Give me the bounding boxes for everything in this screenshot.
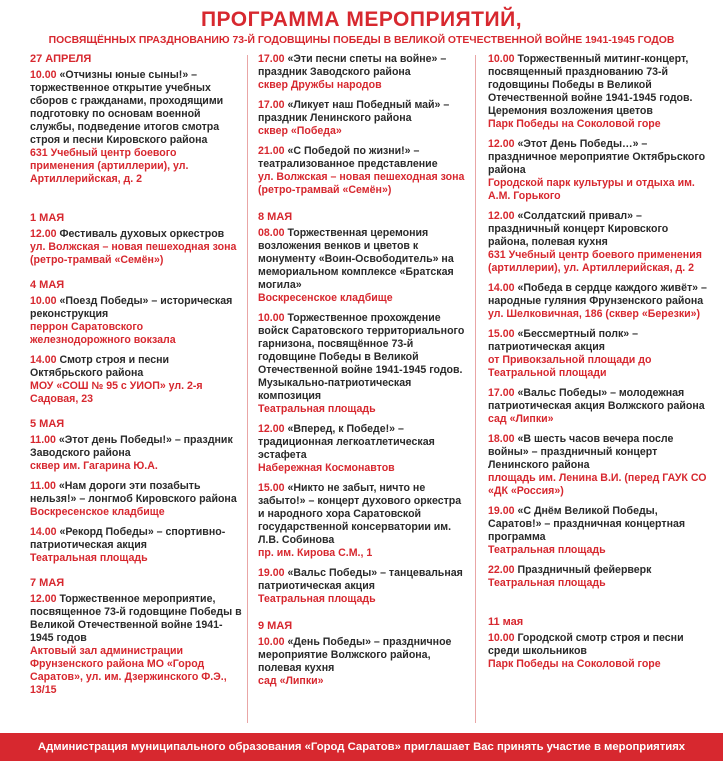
event-time: 15.00 [258,482,285,494]
event-item [30,228,242,267]
event-item [258,423,468,475]
event-time: 17.00 [258,99,285,111]
day-block [488,616,710,671]
event-time: 11.00 [30,434,56,446]
day-date: 8 МАЯ [258,211,293,223]
event-item [488,53,710,131]
event-description: Фестиваль духовых оркестров [56,228,225,240]
event-item [488,433,710,498]
event-text [258,312,468,403]
day-date: 4 МАЯ [30,279,65,291]
event-place: Театральная площадь [30,552,148,564]
event-description: Смотр строя и песни Октябрьского района [30,354,170,379]
event-item [258,145,468,197]
event-place: сквер «Победа» [258,125,342,137]
event-text [30,526,242,552]
event-item [488,505,710,557]
event-time: 12.00 [258,423,285,435]
event-description: Городской смотр строя и песни среди школьников [488,632,684,657]
event-text [258,636,468,675]
event-text [488,138,710,177]
event-place: Воскресенское кладбище [258,292,393,304]
event-time: 19.00 [258,567,285,579]
event-place: Театральная площадь [258,403,376,415]
event-place: Театральная площадь [488,544,606,556]
column-divider [475,55,476,723]
event-time: 10.00 [488,632,515,644]
event-time: 14.00 [30,526,57,538]
event-time: 17.00 [258,53,285,65]
event-time: 12.00 [488,210,515,222]
event-item [488,387,710,426]
event-place: ул. Волжская – новая пешеходная зона (ретро-трамвай «Семён») [258,171,465,196]
event-item [30,295,242,347]
schedule-column-3 [488,53,710,678]
day-block [258,53,468,197]
event-text [30,480,242,506]
event-text [488,433,710,472]
event-time: 22.00 [488,564,515,576]
event-time: 15.00 [488,328,515,340]
event-time: 12.00 [30,228,57,240]
event-text [258,227,468,292]
event-text [258,99,468,125]
event-description: Праздничный фейерверк [514,564,652,576]
event-item [258,227,468,305]
event-place: Театральная площадь [258,593,376,605]
footer-banner: Администрация муниципального образования «Город Саратов» приглашает Вас принять участие в мероприятиях [0,733,723,761]
event-place: Театральная площадь [488,577,606,589]
day-block [258,620,468,688]
day-block [30,53,242,186]
event-text [30,228,242,241]
event-description: «В шесть часов вечера после войны» – праздничный концерт Ленинского района [488,433,674,471]
event-description: «Эти песни спеты на войне» – праздник Заводского района [258,53,447,78]
event-time: 10.00 [30,295,57,307]
event-place: Воскресенское кладбище [30,506,165,518]
event-item [30,480,242,519]
event-description: «Вперед, к Победе!» – традиционная легкоатлетическая эстафета [258,423,435,461]
event-description: «День Победы» – праздничное мероприятие Волжского района, полевая кухня [258,636,452,674]
event-place: Набережная Космонавтов [258,462,395,474]
event-place: МОУ «СОШ № 95 с УИОП» ул. 2-я Садовая, 23 [30,380,203,405]
event-place: 631 Учебный центр боевого применения (артиллерии), ул. Артиллерийская, д. 2 [488,249,702,274]
day-date: 11 мая [488,616,524,628]
schedule-column-1 [30,53,242,704]
event-item [30,434,242,473]
event-time: 12.00 [488,138,515,150]
event-description: Торжественное мероприятие, посвященное 73-й годовщине Победы в Великой Отечественной войне 1941- 1945 годов [30,593,242,644]
event-time: 10.00 [30,69,57,81]
event-item [258,636,468,688]
event-text [30,434,242,460]
event-item [30,593,242,697]
event-item [30,526,242,565]
event-description: Торжественное прохождение войск Саратовского территориального гарнизона, посвящённое 73-й годовщине Победы в Великой Отечественной войне 1941-1945 годов. Музыкально-патриотическая композиция [258,312,465,402]
event-item [30,69,242,186]
event-time: 11.00 [30,480,56,492]
event-time: 10.00 [488,53,515,65]
event-place: сквер им. Гагарина Ю.А. [30,460,158,472]
event-text [258,423,468,462]
event-description: «Нам дороги эти позабыть нельзя!» – лонгмоб Кировского района [30,480,237,505]
event-description: Торжественная церемония возложения венков и цветов к монументу «Воин-Освободитель» на мемориальном комплексе «Братская могила» [258,227,454,291]
event-place: от Привокзальной площади до Театральной площади [488,354,652,379]
event-description: «Победа в сердце каждого живёт» – народные гуляния Фрунзенского района [488,282,707,307]
event-place: Парк Победы на Соколовой горе [488,658,661,670]
event-item [258,482,468,560]
event-place: 631 Учебный центр боевого применения (артиллерии), ул. Артиллерийская, д. 2 [30,147,189,185]
event-time: 14.00 [30,354,57,366]
event-text [488,210,710,249]
day-date: 1 МАЯ [30,212,65,224]
event-text [258,482,468,547]
day-date: 5 МАЯ [30,418,65,430]
day-date: 7 МАЯ [30,577,65,589]
event-time: 18.00 [488,433,515,445]
event-item [488,632,710,671]
event-item [30,354,242,406]
event-text [488,328,710,354]
day-date: 9 МАЯ [258,620,293,632]
event-time: 08.00 [258,227,285,239]
event-time: 21.00 [258,145,285,157]
day-block [30,418,242,565]
event-place: сад «Липки» [258,675,324,687]
event-item [258,53,468,92]
event-text [30,69,242,147]
event-description: «Вальс Победы» – молодежная патриотическая акция Волжского района [488,387,705,412]
event-description: «Рекорд Победы» – спортивно-патриотическая акция [30,526,226,551]
event-place: Городской парк культуры и отдыха им. А.М. Горького [488,177,695,202]
event-description: «Никто не забыт, ничто не забыто!» – концерт духового оркестра и народного хора Саратовской государственной консерватории им. Л.В. Собинова [258,482,462,546]
event-time: 10.00 [258,312,285,324]
event-text [258,53,468,79]
event-place: Парк Победы на Соколовой горе [488,118,661,130]
event-description: «Ликует наш Победный май» – праздник Ленинского района [258,99,450,124]
event-item [488,564,710,590]
event-description: «Этот День Победы…» – праздничное мероприятие Октябрьского района [488,138,706,176]
event-description: «Этот день Победы!» – праздник Заводского района [30,434,233,459]
event-text [488,505,710,544]
event-description: «С Днём Великой Победы, Саратов!» – праздничная концертная программа [488,505,686,543]
event-place: Актовый зал администрации Фрунзенского района МО «Город Саратов», ул. им. Дзержинского Ф.Э., 13/15 [30,645,227,696]
event-item [488,210,710,275]
event-description: «Солдатский привал» – праздничный концерт Кировского района, полевая кухня [488,210,669,248]
event-text [30,354,242,380]
event-text [30,295,242,321]
event-time: 19.00 [488,505,515,517]
event-text [30,593,242,645]
event-item [258,312,468,416]
event-place: сад «Липки» [488,413,554,425]
event-item [488,138,710,203]
event-place: ул. Волжская – новая пешеходная зона (ретро-трамвай «Семён») [30,241,237,266]
page-subtitle: ПОСВЯЩЁННЫХ ПРАЗДНОВАНИЮ 73-Й ГОДОВЩИНЫ ПОБЕДЫ В ВЕЛИКОЙ ОТЕЧЕСТВЕННОЙ ВОЙНЕ 1941-1945 ГОДОВ [48,35,675,46]
day-block [30,577,242,697]
event-text [488,53,710,118]
day-block [30,279,242,406]
event-time: 12.00 [30,593,57,605]
event-text [488,282,710,308]
event-description: «С Победой по жизни!» – театрализованное представление [258,145,438,170]
event-text [258,567,468,593]
event-description: «Поезд Победы» – историческая реконструкция [30,295,233,320]
event-item [258,567,468,606]
event-time: 17.00 [488,387,515,399]
event-time: 10.00 [258,636,285,648]
event-place: ул. Шелковичная, 186 (сквер «Березки») [488,308,701,320]
event-description: «Бессмертный полк» – патриотическая акция [488,328,639,353]
event-description: «Отчизны юные сыны!» – торжественное открытие учебных сборов с гражданами, проходящими подготовку по основам военной службы, подведение итогов смотра строя и песни Кировского района [30,69,224,146]
event-text [258,145,468,171]
event-item [488,282,710,321]
event-place: пр. им. Кирова С.М., 1 [258,547,373,559]
schedule-column-2 [258,53,468,695]
page-title: ПРОГРАММА МЕРОПРИЯТИЙ, [200,8,523,31]
column-divider [247,55,248,723]
event-description: Торжественный митинг-концерт, посвященный празднованию 73-й годовщины Победы в Великой Отечественной войне 1941-1945 годов. Церемония возложения цветов [488,53,693,117]
event-place: сквер Дружбы народов [258,79,382,91]
day-block [488,53,710,590]
day-date: 27 АПРЕЛЯ [30,53,92,65]
event-place: перрон Саратовского железнодорожного вокзала [30,321,176,346]
event-time: 14.00 [488,282,515,294]
event-place: площадь им. Ленина В.И. (перед ГАУК СО «ДК «Россия») [488,472,707,497]
event-text [488,632,710,658]
event-text [488,564,710,577]
event-item [488,328,710,380]
event-text [488,387,710,413]
event-item [258,99,468,138]
event-description: «Вальс Победы» – танцевальная патриотическая акция [258,567,463,592]
day-block [258,211,468,606]
day-block [30,212,242,267]
